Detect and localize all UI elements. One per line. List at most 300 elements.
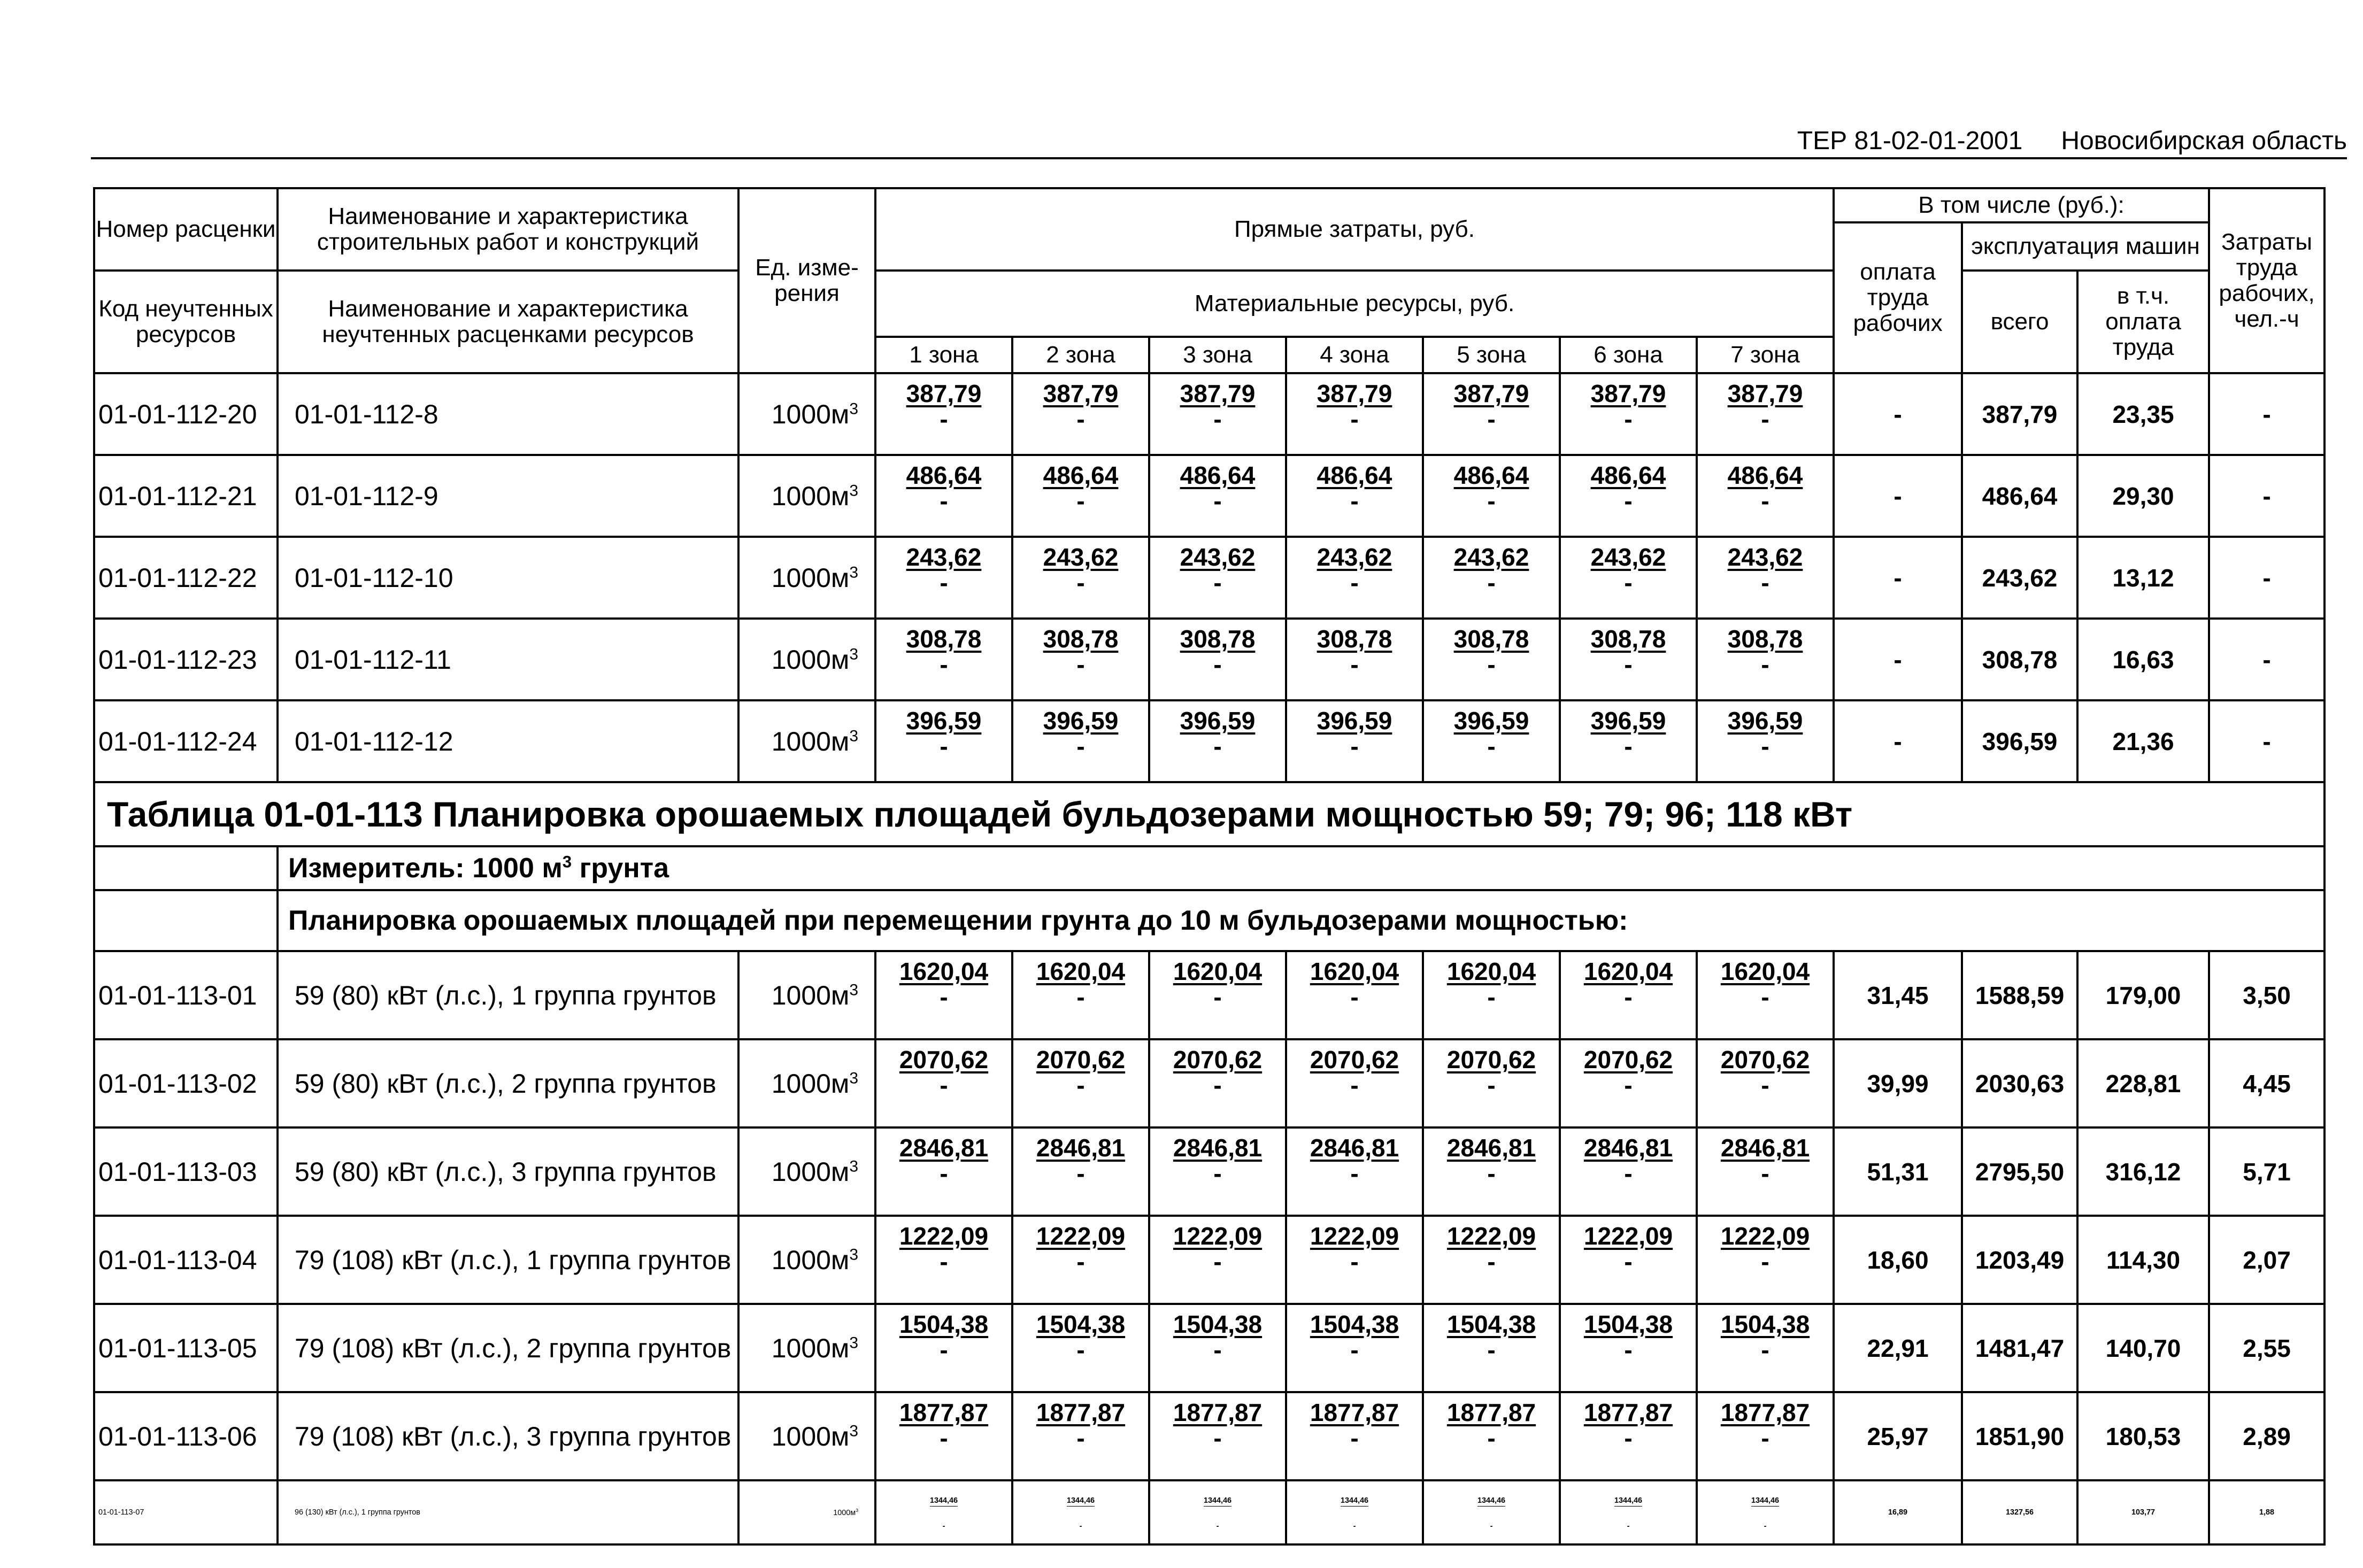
work-name: 79 (108) кВт (л.с.), 3 группа грунтов — [278, 1392, 738, 1480]
direct-cost-value: 2070,62 — [1036, 1046, 1126, 1073]
work-name: 79 (108) кВт (л.с.), 1 группа грунтов — [278, 1216, 738, 1304]
zone-1-cost — [875, 1039, 1012, 1127]
direct-cost-value: 387,79 — [1590, 380, 1666, 407]
material-cost-value: - — [1076, 651, 1085, 678]
zone-4-cost — [1286, 455, 1423, 537]
table-row — [94, 1127, 2324, 1216]
material-cost-value: - — [1350, 1071, 1359, 1099]
material-cost-value: - — [1350, 1424, 1359, 1452]
direct-cost-value: 1504,38 — [1173, 1310, 1263, 1338]
machines-pay-value: 140,70 — [2077, 1304, 2209, 1392]
material-cost-value: - — [940, 1424, 948, 1452]
table-row — [94, 455, 2324, 537]
zone-7-cost — [1697, 619, 1834, 700]
labor-pay-value: 18,60 — [1834, 1216, 1962, 1304]
zone-6-cost — [1560, 455, 1697, 537]
header-zone-7: 7 зона — [1697, 337, 1834, 373]
direct-cost-value: 387,79 — [1727, 380, 1803, 407]
direct-cost-value: 308,78 — [1453, 625, 1529, 653]
material-cost-value: - — [1076, 1336, 1085, 1364]
rate-code: 01-01-112-22 — [94, 537, 278, 619]
direct-cost-value: 1504,38 — [899, 1310, 989, 1338]
zone-6-cost — [1560, 1216, 1697, 1304]
zone-5-cost — [1423, 1480, 1560, 1544]
measure-spacer — [94, 846, 278, 890]
direct-cost-value: 1877,87 — [1583, 1399, 1673, 1426]
material-cost-value: - — [1213, 1071, 1222, 1099]
direct-cost-value: 1222,09 — [1720, 1222, 1810, 1250]
zone-7-cost — [1697, 1127, 1834, 1216]
material-cost-value: - — [1487, 1071, 1496, 1099]
zone-2-cost — [1012, 1480, 1149, 1544]
header-code: Код неучтенных ресурсов — [94, 271, 278, 373]
zone-2-cost — [1012, 1127, 1149, 1216]
unit-cell: $1000м^3$ — [738, 951, 875, 1039]
direct-cost-value: 486,64 — [1317, 461, 1392, 489]
zone-7-cost — [1697, 700, 1834, 782]
direct-cost-value: 1222,09 — [1446, 1222, 1536, 1250]
material-cost-value: - — [940, 487, 948, 515]
zone-6-cost — [1560, 373, 1697, 455]
labor-pay-value: 25,97 — [1834, 1392, 1962, 1480]
zone-4-cost — [1286, 1304, 1423, 1392]
direct-cost-value: 1620,04 — [1310, 957, 1399, 985]
material-cost-value: - — [1490, 1522, 1493, 1531]
rate-code: 01-01-113-04 — [94, 1216, 278, 1304]
labor-pay-value: - — [1834, 373, 1962, 455]
section-description: Планировка орошаемых площадей при перемещении грунта до 10 м бульдозерами мощностью: — [278, 890, 2324, 951]
direct-cost-value: 2070,62 — [1310, 1046, 1399, 1073]
labor-cost-value: - — [2209, 700, 2324, 782]
labor-cost-value: 4,45 — [2209, 1039, 2324, 1127]
direct-cost-value: 396,59 — [1727, 707, 1803, 735]
zone-7-cost — [1697, 1480, 1834, 1544]
zone-1-cost — [875, 373, 1012, 455]
zone-2-cost — [1012, 951, 1149, 1039]
table-row — [94, 1216, 2324, 1304]
header-including: В том числе (руб.): — [1834, 188, 2209, 222]
direct-cost-value: 308,78 — [1727, 625, 1803, 653]
material-cost-value: - — [940, 1336, 948, 1364]
zone-7-cost — [1697, 1039, 1834, 1127]
zone-5-cost — [1423, 951, 1560, 1039]
material-cost-value: - — [1761, 651, 1769, 678]
material-cost-value: - — [1213, 651, 1222, 678]
rate-code: 01-01-113-03 — [94, 1127, 278, 1216]
zone-2-cost — [1012, 1304, 1149, 1392]
zone-4-cost — [1286, 619, 1423, 700]
direct-cost-value: 1222,09 — [1036, 1222, 1126, 1250]
material-cost-value: - — [1761, 1336, 1769, 1364]
direct-cost-value: 396,59 — [1317, 707, 1392, 735]
direct-cost-value: 308,78 — [906, 625, 982, 653]
work-name: 59 (80) кВт (л.с.), 1 группа грунтов — [278, 951, 738, 1039]
zone-4-cost — [1286, 373, 1423, 455]
direct-cost-value: 1504,38 — [1036, 1310, 1126, 1338]
zone-3-cost — [1149, 1216, 1286, 1304]
price-table — [93, 187, 2326, 1546]
direct-cost-value: 387,79 — [1180, 380, 1256, 407]
header-unit: Ед. изме-рения — [738, 188, 875, 373]
direct-cost-value: 387,79 — [1317, 380, 1392, 407]
material-cost-value: - — [1076, 983, 1085, 1011]
material-cost-value: - — [1487, 569, 1496, 597]
zone-5-cost — [1423, 537, 1560, 619]
material-cost-value: - — [1627, 1522, 1630, 1531]
zone-4-cost — [1286, 700, 1423, 782]
rate-code: 01-01-112-20 — [94, 373, 278, 455]
machines-pay-value: 16,63 — [2077, 619, 2209, 700]
material-cost-value: - — [1624, 405, 1633, 433]
rate-code: 01-01-112-21 — [94, 455, 278, 537]
zone-6-cost — [1560, 1039, 1697, 1127]
material-cost-value: - — [1213, 1424, 1222, 1452]
work-name: 01-01-112-12 — [278, 700, 738, 782]
labor-pay-value: - — [1834, 619, 1962, 700]
zone-7-cost — [1697, 537, 1834, 619]
machines-total-value: 486,64 — [1962, 455, 2077, 537]
material-cost-value: - — [940, 569, 948, 597]
zone-6-cost — [1560, 537, 1697, 619]
work-name: 96 (130) кВт (л.с.), 1 группа грунтов — [278, 1480, 738, 1544]
direct-cost-value: 2846,81 — [899, 1134, 989, 1162]
zone-2-cost — [1012, 1216, 1149, 1304]
material-cost-value: - — [940, 1248, 948, 1276]
table-row — [94, 1304, 2324, 1392]
table-row — [94, 619, 2324, 700]
header-rule — [91, 157, 2347, 159]
zone-4-cost — [1286, 1480, 1423, 1544]
header-resource-name: Наименование и характеристика неучтенных расценками ресурсов — [278, 271, 738, 373]
header-labor-cost: Затраты труда рабочих, чел.-ч — [2209, 188, 2324, 373]
material-cost-value: - — [1624, 732, 1633, 760]
material-cost-value: - — [1761, 1424, 1769, 1452]
zone-7-cost — [1697, 455, 1834, 537]
header-labor-pay: оплата труда рабочих — [1834, 222, 1962, 373]
direct-cost-value: 1344,46 — [1477, 1496, 1506, 1505]
table-row — [94, 700, 2324, 782]
direct-cost-value: 2846,81 — [1310, 1134, 1399, 1162]
machines-total-value: 1851,90 — [1962, 1392, 2077, 1480]
material-cost-value: - — [942, 1522, 945, 1531]
material-cost-value: - — [1624, 651, 1633, 678]
direct-cost-value: 387,79 — [1043, 380, 1119, 407]
unit-cell: $1000м^3$ — [738, 1392, 875, 1480]
rate-code: 01-01-112-24 — [94, 700, 278, 782]
zone-6-cost — [1560, 1127, 1697, 1216]
table-row — [94, 537, 2324, 619]
zone-6-cost — [1560, 951, 1697, 1039]
zone-4-cost — [1286, 1127, 1423, 1216]
direct-cost-value: 1877,87 — [899, 1399, 989, 1426]
direct-cost-value: 396,59 — [906, 707, 982, 735]
direct-cost-value: 1504,38 — [1446, 1310, 1536, 1338]
material-cost-value: - — [1624, 1248, 1633, 1276]
table-row — [94, 373, 2324, 455]
zone-2-cost — [1012, 1392, 1149, 1480]
unit-cell: $1000м^3$ — [738, 1480, 875, 1544]
zone-2-cost — [1012, 455, 1149, 537]
direct-cost-value: 2070,62 — [1720, 1046, 1810, 1073]
work-name: 01-01-112-8 — [278, 373, 738, 455]
zone-7-cost — [1697, 951, 1834, 1039]
direct-cost-value: 396,59 — [1453, 707, 1529, 735]
material-cost-value: - — [1487, 732, 1496, 760]
zone-7-cost — [1697, 373, 1834, 455]
material-cost-value: - — [1350, 1160, 1359, 1187]
zone-3-cost — [1149, 1127, 1286, 1216]
material-cost-value: - — [1761, 405, 1769, 433]
direct-cost-value: 1344,46 — [1066, 1496, 1095, 1505]
direct-cost-value: 243,62 — [1317, 543, 1392, 571]
direct-cost-value: 1620,04 — [1583, 957, 1673, 985]
zone-4-cost — [1286, 951, 1423, 1039]
table-row — [94, 951, 2324, 1039]
work-name: 01-01-112-11 — [278, 619, 738, 700]
zone-3-cost — [1149, 1039, 1286, 1127]
material-cost-value: - — [1076, 1248, 1085, 1276]
material-cost-value: - — [1350, 569, 1359, 597]
unit-cell: $1000м^3$ — [738, 1304, 875, 1392]
material-cost-value: - — [1213, 405, 1222, 433]
machines-pay-value: 179,00 — [2077, 951, 2209, 1039]
direct-cost-value: 1504,38 — [1720, 1310, 1810, 1338]
zone-6-cost — [1560, 619, 1697, 700]
direct-cost-value: 1344,46 — [929, 1496, 958, 1505]
work-name: 59 (80) кВт (л.с.), 3 группа грунтов — [278, 1127, 738, 1216]
zone-3-cost — [1149, 700, 1286, 782]
machines-total-value: 243,62 — [1962, 537, 2077, 619]
direct-cost-value: 2846,81 — [1446, 1134, 1536, 1162]
machines-pay-value: 13,12 — [2077, 537, 2209, 619]
zone-1-cost — [875, 537, 1012, 619]
labor-pay-value: 31,45 — [1834, 951, 1962, 1039]
material-cost-value: - — [1761, 1248, 1769, 1276]
direct-cost-value: 1222,09 — [899, 1222, 989, 1250]
machines-pay-value: 21,36 — [2077, 700, 2209, 782]
direct-cost-value: 486,64 — [906, 461, 982, 489]
material-cost-value: - — [940, 651, 948, 678]
direct-cost-value: 2070,62 — [899, 1046, 989, 1073]
unit-cell: $1000м^3$ — [738, 537, 875, 619]
zone-2-cost — [1012, 537, 1149, 619]
zone-2-cost — [1012, 619, 1149, 700]
zone-3-cost — [1149, 951, 1286, 1039]
direct-cost-value: 1344,46 — [1751, 1496, 1780, 1505]
zone-5-cost — [1423, 700, 1560, 782]
material-cost-value: - — [1350, 1336, 1359, 1364]
machines-total-value: 308,78 — [1962, 619, 2077, 700]
direct-cost-value: 243,62 — [1043, 543, 1119, 571]
direct-cost-value: 486,64 — [1453, 461, 1529, 489]
header-zone-2: 2 зона — [1012, 337, 1149, 373]
zone-1-cost — [875, 1216, 1012, 1304]
labor-cost-value: 5,71 — [2209, 1127, 2324, 1216]
material-cost-value: - — [1213, 1160, 1222, 1187]
material-cost-value: - — [1761, 1160, 1769, 1187]
header-zone-5: 5 зона — [1423, 337, 1560, 373]
material-cost-value: - — [1079, 1522, 1082, 1531]
zone-5-cost — [1423, 455, 1560, 537]
labor-cost-value: - — [2209, 455, 2324, 537]
zone-4-cost — [1286, 1392, 1423, 1480]
zone-6-cost — [1560, 1304, 1697, 1392]
zone-1-cost — [875, 700, 1012, 782]
zone-4-cost — [1286, 1216, 1423, 1304]
material-cost-value: - — [1213, 1248, 1222, 1276]
zone-4-cost — [1286, 1039, 1423, 1127]
machines-pay-value: 228,81 — [2077, 1039, 2209, 1127]
direct-cost-value: 1877,87 — [1036, 1399, 1126, 1426]
material-cost-value: - — [1350, 487, 1359, 515]
labor-cost-value: 2,89 — [2209, 1392, 2324, 1480]
direct-cost-value: 2070,62 — [1173, 1046, 1263, 1073]
labor-pay-value: 51,31 — [1834, 1127, 1962, 1216]
direct-cost-value: 486,64 — [1043, 461, 1119, 489]
zone-1-cost — [875, 1480, 1012, 1544]
material-cost-value: - — [1213, 1336, 1222, 1364]
material-cost-value: - — [1624, 1336, 1633, 1364]
machines-pay-value: 114,30 — [2077, 1216, 2209, 1304]
direct-cost-value: 1620,04 — [1720, 957, 1810, 985]
machines-total-value: 387,79 — [1962, 373, 2077, 455]
zone-5-cost — [1423, 1039, 1560, 1127]
material-cost-value: - — [1076, 1424, 1085, 1452]
header-text — [1797, 126, 2347, 156]
direct-cost-value: 308,78 — [1590, 625, 1666, 653]
header-direct-costs: Прямые затраты, руб. — [875, 188, 1834, 271]
direct-cost-value: 1877,87 — [1720, 1399, 1810, 1426]
material-cost-value: - — [1350, 1248, 1359, 1276]
labor-pay-value: - — [1834, 700, 1962, 782]
zone-3-cost — [1149, 455, 1286, 537]
zone-5-cost — [1423, 373, 1560, 455]
material-cost-value: - — [1761, 983, 1769, 1011]
direct-cost-value: 243,62 — [1590, 543, 1666, 571]
zone-3-cost — [1149, 619, 1286, 700]
material-cost-value: - — [1487, 405, 1496, 433]
material-cost-value: - — [1761, 1071, 1769, 1099]
direct-cost-value: 396,59 — [1590, 707, 1666, 735]
unit-cell: $1000м^3$ — [738, 373, 875, 455]
direct-cost-value: 486,64 — [1180, 461, 1256, 489]
direct-cost-value: 1222,09 — [1583, 1222, 1673, 1250]
zone-2-cost — [1012, 1039, 1149, 1127]
labor-pay-value: 39,99 — [1834, 1039, 1962, 1127]
machines-pay-value: 23,35 — [2077, 373, 2209, 455]
direct-cost-value: 308,78 — [1043, 625, 1119, 653]
material-cost-value: - — [1761, 732, 1769, 760]
header-zone-6: 6 зона — [1560, 337, 1697, 373]
zone-5-cost — [1423, 1127, 1560, 1216]
zone-5-cost — [1423, 619, 1560, 700]
material-cost-value: - — [1076, 732, 1085, 760]
labor-cost-value: - — [2209, 537, 2324, 619]
direct-cost-value: 2846,81 — [1583, 1134, 1673, 1162]
material-cost-value: - — [1624, 487, 1633, 515]
labor-pay-value: - — [1834, 537, 1962, 619]
header-work-name: Наименование и характеристика строительных работ и конструкций — [278, 188, 738, 271]
zone-2-cost — [1012, 700, 1149, 782]
direct-cost-value: 2846,81 — [1720, 1134, 1810, 1162]
material-cost-value: - — [1624, 569, 1633, 597]
material-cost-value: - — [940, 1160, 948, 1187]
rate-code: 01-01-113-02 — [94, 1039, 278, 1127]
labor-cost-value: 2,07 — [2209, 1216, 2324, 1304]
direct-cost-value: 1620,04 — [1036, 957, 1126, 985]
zone-6-cost — [1560, 700, 1697, 782]
direct-cost-value: 2070,62 — [1446, 1046, 1536, 1073]
zone-3-cost — [1149, 1304, 1286, 1392]
zone-1-cost — [875, 951, 1012, 1039]
material-cost-value: - — [1487, 1336, 1496, 1364]
zone-1-cost — [875, 619, 1012, 700]
table-title: Таблица 01-01-113 Планировка орошаемых площадей бульдозерами мощностью 59; 79; 96; 118 кВт — [94, 782, 2324, 846]
material-cost-value: - — [940, 732, 948, 760]
direct-cost-value: 1877,87 — [1310, 1399, 1399, 1426]
direct-cost-value: 1504,38 — [1583, 1310, 1673, 1338]
material-cost-value: - — [1761, 487, 1769, 515]
material-cost-value: - — [1350, 405, 1359, 433]
machines-total-value: 1588,59 — [1962, 951, 2077, 1039]
material-cost-value: - — [1624, 983, 1633, 1011]
header-zone-3: 3 зона — [1149, 337, 1286, 373]
unit-cell: $1000м^3$ — [738, 700, 875, 782]
labor-cost-value: 2,55 — [2209, 1304, 2324, 1392]
zone-7-cost — [1697, 1216, 1834, 1304]
header-machines-pay: в т.ч. оплата труда — [2077, 271, 2209, 373]
material-cost-value: - — [1076, 1071, 1085, 1099]
rate-code: 01-01-113-05 — [94, 1304, 278, 1392]
zone-5-cost — [1423, 1304, 1560, 1392]
material-cost-value: - — [1487, 1424, 1496, 1452]
header-machines-total: всего — [1962, 271, 2077, 373]
page-header — [91, 126, 2347, 159]
material-cost-value: - — [1076, 405, 1085, 433]
zone-5-cost — [1423, 1392, 1560, 1480]
material-cost-value: - — [1213, 569, 1222, 597]
material-cost-value: - — [1487, 1160, 1496, 1187]
direct-cost-value: 2846,81 — [1036, 1134, 1126, 1162]
section-spacer — [94, 890, 278, 951]
material-cost-value: - — [1213, 487, 1222, 515]
unit-cell: $1000м^3$ — [738, 1127, 875, 1216]
labor-cost-value: - — [2209, 619, 2324, 700]
zone-3-cost — [1149, 1392, 1286, 1480]
material-cost-value: - — [940, 1071, 948, 1099]
material-cost-value: - — [1213, 732, 1222, 760]
material-cost-value: - — [1624, 1071, 1633, 1099]
labor-pay-value: 22,91 — [1834, 1304, 1962, 1392]
labor-pay-value: 16,89 — [1834, 1480, 1962, 1544]
direct-cost-value: 486,64 — [1590, 461, 1666, 489]
unit-cell: $1000м^3$ — [738, 1039, 875, 1127]
machines-total-value: 2030,63 — [1962, 1039, 2077, 1127]
material-cost-value: - — [1213, 983, 1222, 1011]
direct-cost-value: 2070,62 — [1583, 1046, 1673, 1073]
machines-pay-value: 316,12 — [2077, 1127, 2209, 1216]
material-cost-value: - — [1487, 983, 1496, 1011]
machines-total-value: 1327,56 — [1962, 1480, 2077, 1544]
direct-cost-value: 486,64 — [1727, 461, 1803, 489]
unit-cell: $1000м^3$ — [738, 619, 875, 700]
zone-5-cost — [1423, 1216, 1560, 1304]
material-cost-value: - — [940, 983, 948, 1011]
labor-cost-value: 3,50 — [2209, 951, 2324, 1039]
labor-cost-value: 1,88 — [2209, 1480, 2324, 1544]
rate-code: 01-01-113-01 — [94, 951, 278, 1039]
material-cost-value: - — [1761, 569, 1769, 597]
